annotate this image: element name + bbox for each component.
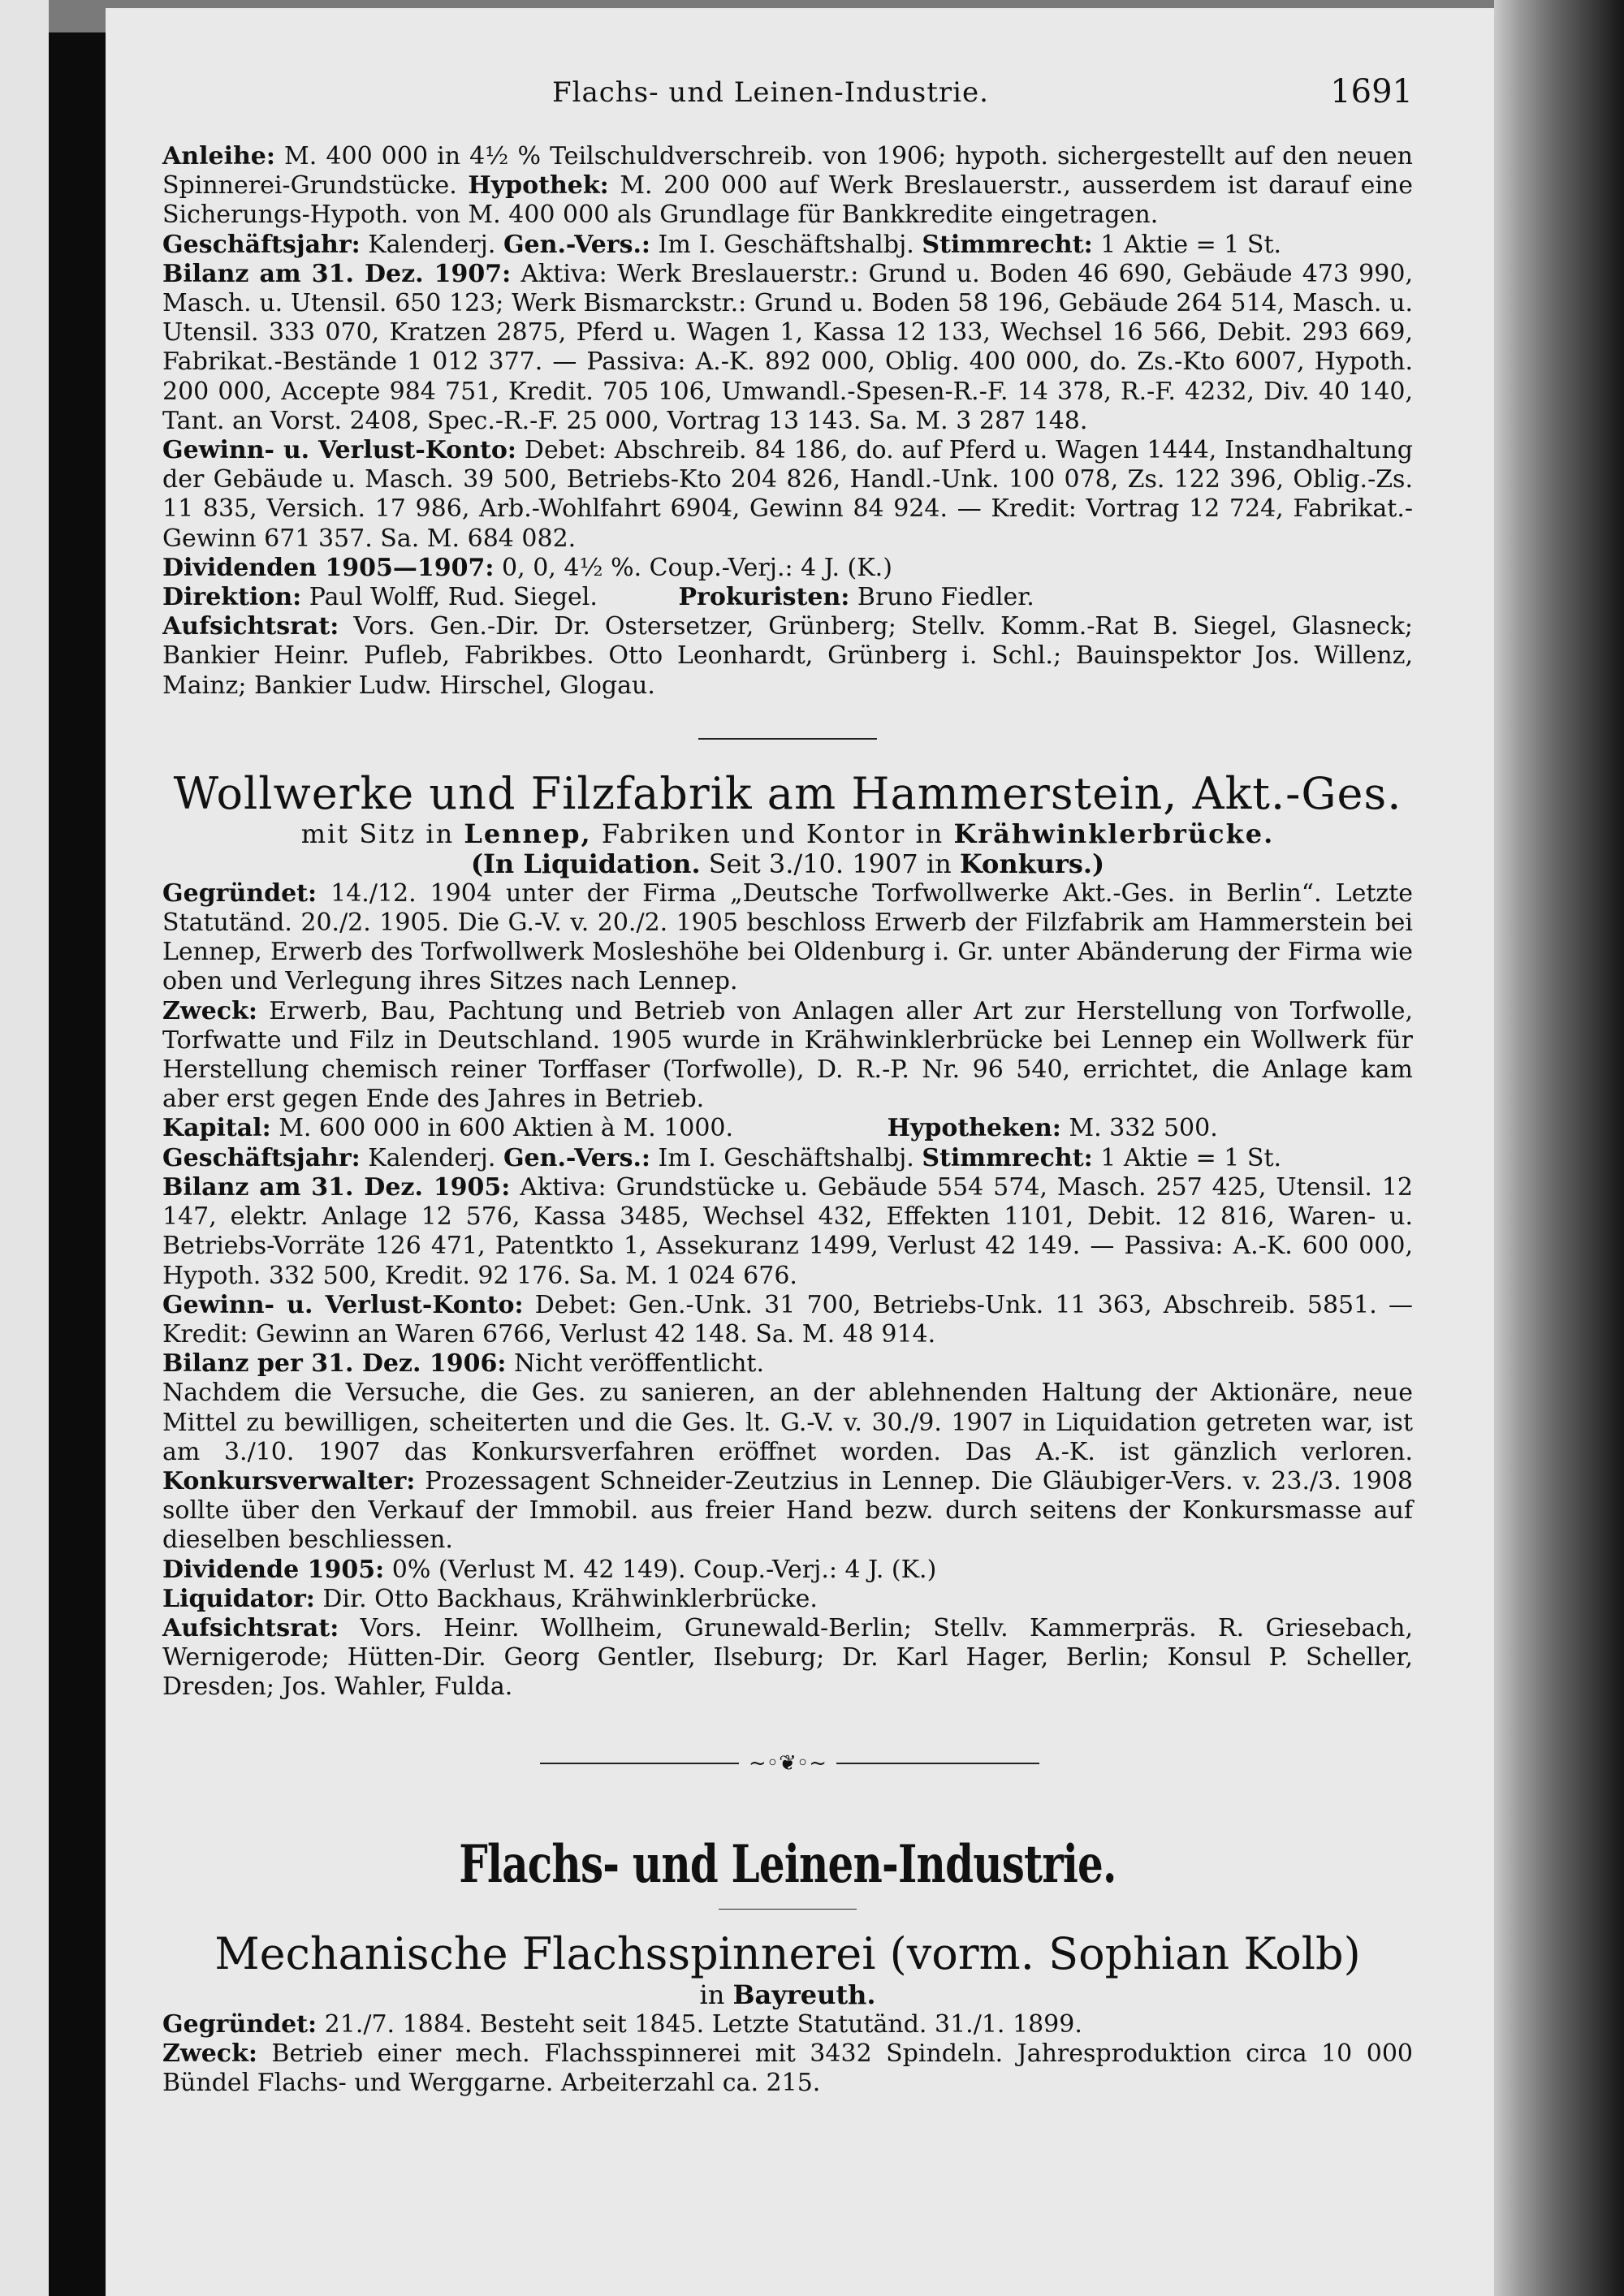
entry2-gewinn [162,1291,1413,1349]
label-konkursverwalter: Konkursverwalter: [162,1466,416,1495]
text-zweck3: Betrieb einer mech. Flachsspinnerei mit 3432 Spindeln. Jahresproduktion circa 10 000 Bündel Flachs- und Werggarne. Arbeiterzahl ca. 215. [162,2039,1413,2097]
page-header [162,73,1413,114]
entry3-gegruendet [162,2010,1413,2039]
entry2-liquidator [162,1585,1413,1614]
label-zweck: Zweck: [162,996,257,1025]
text-direktion: Paul Wolff, Rud. Siegel. [301,583,606,612]
entry3-location [162,1979,1413,2010]
label-bilanz: Bilanz am 31. Dez. 1907: [162,259,512,288]
label-aufsichtsrat: Aufsichtsrat: [162,612,339,641]
text-nachdem: Nachdem die Versuche, die Ges. zu sanieren, an der ablehnenden Haltung der Aktionäre, neue Mittel zu bewilligen, scheiterten und die Ges. lt. G.-V. v. 30./9. 1907 in Liquidation getreten war, ist am 3./10. 1907 das Konkursverfahren eröffnet worden. Das A.-K. ist gänzlich verloren. [162,1379,1413,1466]
text-bilanz: Aktiva: Werk Breslauerstr.: Grund u. Boden 46 690, Gebäude 473 990, Masch. u. Utensil. 650 123; Werk Bismarckstr.: Grund u. Boden 58 196, Gebäude 264 514, Masch. u. Utensil. 333 070, Kratzen 2875, Pferd u. Wagen 1, Kassa 12 133, Wechsel 16 566, Debit. 293 669, Fabrikat.-Bestände 1 012 377. — Passiva: A.-K. 892 000, Oblig. 400 000, do. Zs.-Kto 6007, Hypoth. 200 000, Accepte 984 751, Kredit. 705 106, Umwandl.-Spesen-R.-F. 14 378, R.-F. 4232, Div. 40 140, Tant. an Vorst. 2408, Spec.-R.-F. 25 000, Vortrag 13 143. Sa. M. 3 287 148. [162,259,1413,435]
label-geschaeftsjahr2: Geschäftsjahr: [162,1143,361,1172]
entry2-bilanz [162,1173,1413,1291]
label-geschaeftsjahr: Geschäftsjahr: [162,230,361,259]
ornament-icon: ~◦❦◦~ [748,1750,827,1776]
entry2-title: Wollwerke und Filzfabrik am Hammerstein, Akt.-Ges. [173,767,1402,819]
text-aufsichtsrat: Vors. Gen.-Dir. Dr. Ostersetzer, Grünberg; Stellv. Komm.-Rat B. Siegel, Glasneck; Bankier Heinr. Pufleb, Fabrikbes. Otto Leonhardt, Grünberg i. Schl.; Bauinspektor Jos. Willenz, Mainz; Bankier Ludw. Hirschel, Glogau. [162,612,1413,700]
label-zweck3: Zweck: [162,2039,257,2068]
entry3-title: Mechanische Flachsspinnerei (vorm. Sophian Kolb) [214,1927,1361,1979]
label-dividenden: Dividenden 1905—1907: [162,553,495,582]
label-gen-vers: Gen.-Vers.: [503,230,650,259]
text-prokuristen: Bruno Fiedler. [849,583,1034,612]
in-text: in [699,1979,733,2010]
label-gegruendet: Gegründet: [162,878,317,908]
label-bilanz-1906: Bilanz per 31. Dez. 1906: [162,1349,507,1379]
sub-text-a: mit Sitz in [300,818,464,849]
liq-a: (In Liquidation. [470,848,701,879]
entry2-konkurs [162,1379,1413,1555]
text-dividenden: 0, 0, 4½ %. Coup.-Verj.: 4 J. (K.) [494,553,892,582]
entry1-direktion [162,583,1413,612]
entry1-paragraph [162,142,1413,231]
label-gewinn2: Gewinn- u. Verlust-Konto: [162,1290,524,1319]
label-hypotheken: Hypotheken: [887,1114,1061,1143]
text-bilanz-1906: Nicht veröffentlicht. [506,1349,764,1379]
label-gegruendet3: Gegründet: [162,2009,317,2039]
label-aufsichtsrat2: Aufsichtsrat: [162,1613,339,1642]
label-bilanz2: Bilanz am 31. Dez. 1905: [162,1172,511,1202]
text-gegruendet: 14./12. 1904 unter der Firma „Deutsche Torfwollwerke Akt.-Ges. in Berlin“. Letzte Statutänd. 20./2. 1905. Die G.-V. v. 20./2. 1905 beschloss Erwerb der Filzfabrik am Hammerstein bei Lennep, Erwerb des Torfwollwerk Mosleshöhe bei Oldenburg i. Gr. unter Abänderung der Firma wie oben und Verlegung ihres Sitzes nach Lennep. [162,878,1413,996]
entry2-kapital [162,1114,1413,1143]
entry2-zweck [162,997,1413,1115]
text-zweck: Erwerb, Bau, Pachtung und Betrieb von Anlagen aller Art zur Herstellung von Torfwolle, Torfwatte und Filz in Deutschland. 1905 wurde in Krähwinklerbrücke bei Lennep ein Wollwerk für Herstellung chemisch reiner Torffaser (Torfwolle), D. R.-P. Nr. 96 540, errichtet, die Anlage kam aber erst gegen Ende des Jahres in Betrieb. [162,996,1413,1114]
entry2-geschaeftsjahr [162,1144,1413,1173]
label-stimmrecht2: Stimmrecht: [922,1143,1093,1172]
text-stimmrecht2: 1 Aktie = 1 St. [1092,1143,1282,1172]
section-title: Flachs- und Leinen-Industrie. [459,1833,1116,1895]
label-gewinn-verlust: Gewinn- u. Verlust-Konto: [162,436,516,465]
text-gewinn2: Debet: Gen.-Unk. 31 700, Betriebs-Unk. 11 363, Abschreib. 5851. — Kredit: Gewinn an Waren 6766, Verlust 42 148. Sa. M. 48 914. [162,1290,1413,1349]
sub-text-c: Fabriken und Kontor in [591,818,954,849]
text-gen-vers: Im I. Geschäftshalbj. [650,230,922,259]
text-stimmrecht: 1 Aktie = 1 St. [1092,230,1282,259]
label-liquidator: Liquidator: [162,1584,315,1613]
entry2-subtitle [162,819,1413,848]
text-gegruendet3: 21./7. 1884. Besteht seit 1845. Letzte Statutänd. 31./1. 1899. [317,2009,1082,2039]
liq-c: Konkurs.) [959,848,1105,879]
text-dividende: 0% (Verlust M. 42 149). Coup.-Verj.: 4 J. (K.) [384,1555,937,1584]
text-gewinn-verlust: Debet: Abschreib. 84 186, do. auf Pferd u. Wagen 1444, Instandhaltung der Gebäude u. Masch. 39 500, Betriebs-Kto 204 826, Handl.-Unk. 100 078, Zs. 122 396, Oblig.-Zs. 11 835, Versich. 17 986, Arb.-Wohlfahrt 6904, Gewinn 84 924. — Kredit: Vortrag 12 724, Fabrikat.-Gewinn 671 357. Sa. M. 684 082. [162,436,1413,553]
text-anleihe: M. 400 000 in 4½ % Teilschuldverschreib. von 1906; hypoth. sichergestellt auf den neuen Spinnerei-Grundstücke. [162,142,1413,201]
text-hypothek: M. 200 000 auf Werk Breslauerstr., ausserdem ist darauf eine Sicherungs-Hypoth. von M. 400 000 als Grundlage für Bankkredite eingetragen. [162,171,1413,230]
text-kapital: M. 600 000 in 600 Aktien à M. 1000. [270,1114,741,1143]
entry1-dividenden [162,554,1413,583]
entry2-aufsichtsrat [162,1614,1413,1703]
label-stimmrecht: Stimmrecht: [922,230,1093,259]
sub-location: Krähwinklerbrücke. [953,818,1275,849]
label-gen-vers2: Gen.-Vers.: [503,1143,650,1172]
text-geschaeftsjahr: Kalenderj. [360,230,503,259]
page-stack-edge [1494,0,1624,2296]
label-prokuristen: Prokuristen: [678,583,850,612]
text-liquidator: Dir. Otto Backhaus, Krähwinklerbrücke. [314,1584,818,1613]
left-page-edge [0,0,49,2296]
ornament-divider [162,1751,1413,1776]
text-konkursverwalter: Prozessagent Schneider-Zeutzius in Lennep. Die Gläubiger-Vers. v. 23./3. 1908 sollte über den Verkauf der Immobil. aus freier Hand bezw. durch seitens der Konkursmasse auf dieselben beschliessen. [162,1466,1413,1555]
page-number: 1691 [1330,73,1413,110]
running-title: Flachs- und Leinen-Industrie. [552,76,989,109]
label-hypothek: Hypothek: [468,171,609,201]
label-kapital: Kapital: [162,1114,271,1143]
text-geschaeftsjahr2: Kalenderj. [360,1143,503,1172]
page-content [162,142,1413,2098]
entry1-aufsichtsrat [162,612,1413,701]
label-direktion: Direktion: [162,583,302,612]
text-hypotheken: M. 332 500. [1060,1114,1218,1143]
city-bayreuth: Bayreuth. [732,1979,876,2010]
entry2-liquidation [162,848,1413,879]
entry1-gewinn [162,436,1413,554]
text-aufsichtsrat2: Vors. Heinr. Wollheim, Grunewald-Berlin; Stellv. Kammerpräs. R. Griesebach, Wernigerode; Hütten-Dir. Georg Gentler, Ilseburg; Dr. Karl Hager, Berlin; Konsul P. Scheller, Dresden; Jos. Wahler, Fulda. [162,1613,1413,1702]
text-bilanz2: Aktiva: Grundstücke u. Gebäude 554 574, Masch. 257 425, Utensil. 12 147, elektr. Anlage 12 576, Kassa 3485, Wechsel 432, Effekten 1101, Debit. 12 816, Waren- u. Betriebs-Vorräte 126 471, Patentkto 1, Assekuranz 1499, Verlust 42 149. — Passiva: A.-K. 600 000, Hypoth. 332 500, Kredit. 92 176. Sa. M. 1 024 676. [162,1172,1413,1290]
label-anleihe: Anleihe: [162,142,275,170]
liq-b: Seit 3./10. 1907 in [700,848,960,879]
entry1-bilanz [162,260,1413,436]
entry2-gegruendet [162,879,1413,997]
entry2-dividende [162,1556,1413,1585]
entry2-bilanz-1906 [162,1349,1413,1379]
label-dividende: Dividende 1905: [162,1555,385,1584]
text-gen-vers2: Im I. Geschäftshalbj. [650,1143,922,1172]
sub-city: Lennep, [464,818,592,849]
entry1-geschaeftsjahr [162,231,1413,260]
entry3-zweck [162,2039,1413,2098]
